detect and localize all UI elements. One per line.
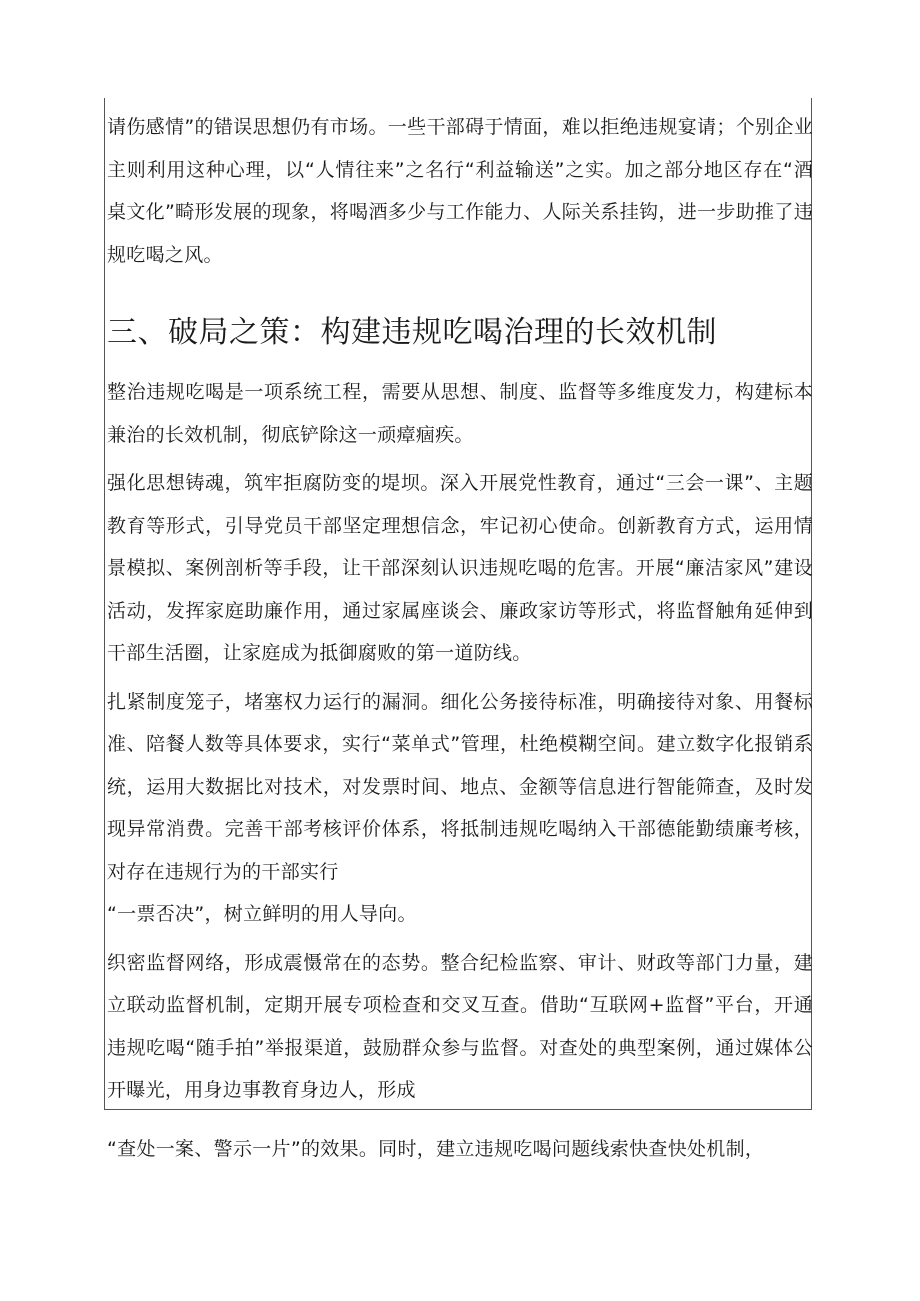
paragraph-ideology: 强化思想铸魂，筑牢拒腐防变的堤坝。深入开展党性教育，通过“三会一课”、主题教育等形式，引导党员干部坚定理想信念，牢记初心使命。创新教育方式，运用情景模拟、案例剖析等手段，让干部深刻认识违规吃喝的危害。开展“廉洁家风”建设活动，发挥家庭助廉作用，通过家属座谈会、廉政家访等形式，将监督触角延伸到干部生活圈，让家庭成为抵御腐败的第一道防线。 [107,472,813,664]
paragraph-system: 扎紧制度笼子，堵塞权力运行的漏洞。细化公务接待标准，明确接待对象、用餐标准、陪餐人数等具体要求，实行“菜单式”管理，杜绝模糊空间。建立数字化报销系统，运用大数据比对技术，对发票时间、地点、金额等信息进行智能筛查，及时发现异常消费。完善干部考核评价体系，将抵制违规吃喝纳入干部德能勤绩廉考核，对存在违规行为的干部实行 [107,690,813,883]
paragraph-outside-frame: “查处一案、警示一片”的效果。同时，建立违规吃喝问题线索快查快处机制， [107,1138,765,1160]
paragraph-intro: 整治违规吃喝是一项系统工程，需要从思想、制度、监督等多维度发力，构建标本兼治的长效机制，彻底铲除这一顽瘴痼疾。 [107,381,813,446]
paragraph-system-continued: “一票否决”，树立鲜明的用人导向。 [107,903,417,925]
paragraph-causes: 请伤感情”的错误思想仍有市场。一些干部碍于情面，难以拒绝违规宴请；个别企业主则利用这种心理，以“人情往来”之名行“利益输送”之实。加之部分地区存在“酒桌文化”畸形发展的现象，将喝酒多少与工作能力、人际关系挂钩，进一步助推了违规吃喝之风。 [107,116,813,266]
paragraph-supervision: 织密监督网络，形成震慑常在的态势。整合纪检监察、审计、财政等部门力量，建立联动监督机制，定期开展专项检查和交叉互查。借助“互联网+监督”平台，开通违规吃喝“随手拍”举报渠道，鼓励群众参与监督。对查处的典型案例，通过媒体公开曝光，用身边事教育身边人，形成 [107,951,813,1101]
section-heading: 三、破局之策：构建违规吃喝治理的长效机制 [107,315,717,350]
document-body [107,106,813,1112]
